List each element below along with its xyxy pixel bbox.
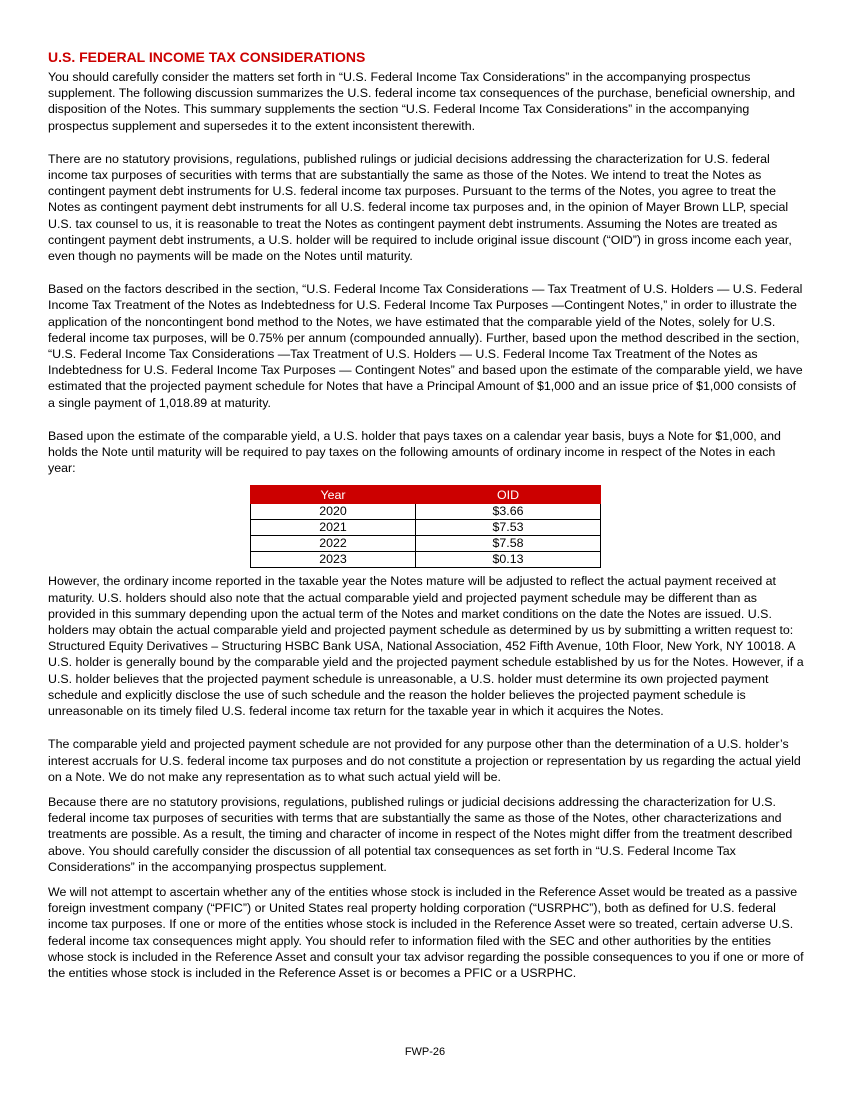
paragraph-intro: You should carefully consider the matters set forth in “U.S. Federal Income Tax Considerations” in the accompanying prospectus supplement. The following discussion summarizes the U.S. federal income tax consequences of the purchase, beneficial ownership, and disposition of the Notes. This summary supplements the section “U.S. Federal Income Tax Considerations” in the accompanying prospectus supplement and supersedes it to the extent inconsistent therewith.	[48, 70, 796, 133]
page-number: FWP-26	[404, 1046, 446, 1058]
section-heading: U.S. FEDERAL INCOME TAX CONSIDERATIONS	[48, 49, 366, 65]
oid-table-header-row	[251, 486, 601, 504]
table-cell-oid: $3.66	[416, 504, 601, 520]
table-cell-oid: $0.13	[416, 552, 601, 568]
document-page	[48, 48, 804, 981]
paragraph-characterization: There are no statutory provisions, regulations, published rulings or judicial decisions addressing the characterization for U.S. federal income tax purposes of securities with terms that are substantially the same as those of the Notes. We intend to treat the Notes as contingent payment debt instruments for U.S. federal income tax purposes. Pursuant to the terms of the Notes, you agree to treat the Notes as contingent payment debt instruments for all U.S. federal income tax purposes and, in the opinion of Mayer Brown LLP, special U.S. tax counsel to us, it is reasonable to treat the Notes as contingent payment debt instruments. Assuming the Notes are treated as contingent payment debt instruments, a U.S. holder will be required to include original issue discount (“OID”) in gross income each year, even though no payments will be made on the Notes until maturity.	[48, 151, 792, 264]
table-cell-year: 2022	[251, 536, 416, 552]
table-cell-year: 2023	[251, 552, 416, 568]
table-cell-oid: $7.53	[416, 520, 601, 536]
table-cell-year: 2021	[251, 520, 416, 536]
table-row	[251, 504, 601, 520]
oid-table-header-oid: OID	[416, 486, 601, 504]
paragraph-pfic: We will not attempt to ascertain whether any of the entities whose stock is included in the Reference Asset would be treated as a passive foreign investment company (“PFIC”) or United States real property holding corporation (“USRPHC”), both as defined for U.S. federal income tax purposes. If one or more of the entities whose stock is included in the Reference Asset were so treated, certain adverse U.S. federal income tax consequences might apply. You should refer to information filed with the SEC and other authorities by the entities whose stock is included in the Reference Asset and consult your tax advisor regarding the possible consequences to you if one or more of the entities whose stock is included in the Reference Asset is or becomes a PFIC or a USRPHC.	[48, 884, 804, 980]
table-cell-oid: $7.58	[416, 536, 601, 552]
paragraph-ordinary-income: Based upon the estimate of the comparable yield, a U.S. holder that pays taxes on a calendar year basis, buys a Note for $1,000, and holds the Note until maturity will be required to pay taxes on the following amounts of ordinary income in respect of the Notes in each year:	[48, 428, 781, 476]
oid-table-header-year: Year	[251, 486, 416, 504]
oid-table	[250, 485, 601, 568]
table-row	[251, 552, 601, 568]
paragraph-other-characterizations: Because there are no statutory provisions, regulations, published rulings or judicial decisions addressing the characterization for U.S. federal income tax purposes of securities with terms that are substantially the same as those of the Notes, other characterizations and treatments are possible. As a result, the timing and character of income in respect of the Notes might differ from the treatment described above. You should carefully consider the discussion of all potential tax consequences as set forth in “U.S. Federal Income Tax Considerations” in the accompanying prospectus supplement.	[48, 794, 793, 874]
table-row	[251, 536, 601, 552]
paragraph-comparable-yield: Based on the factors described in the section, “U.S. Federal Income Tax Considerations — Tax Treatment of U.S. Holders — U.S. Federal Income Tax Treatment of the Notes as Indebtedness for U.S. Federal Income Tax Purposes —Contingent Notes,” in order to illustrate the application of the noncontingent bond method to the Notes, we have estimated that the comparable yield of the Notes, solely for U.S. federal income tax purposes, will be 0.75% per annum (compounded annually). Further, based upon the method described in the section, “U.S. Federal Income Tax Considerations —Tax Treatment of U.S. Holders — U.S. Federal Income Tax Treatment of the Notes as Indebtedness for U.S. Federal Income Tax Purposes — Contingent Notes” and based upon the estimate of the comparable yield, we have estimated that the projected payment schedule for Notes that have a Principal Amount of $1,000 and an issue price of $1,000 consists of a single payment of 1,018.89 at maturity.	[48, 282, 803, 410]
paragraph-adjustment: However, the ordinary income reported in the taxable year the Notes mature will be adjusted to reflect the actual payment received at maturity. U.S. holders should also note that the actual comparable yield and projected payment schedule may be different than as provided in this summary depending upon the actual term of the Notes and market conditions on the date the Notes are issued. U.S. holders may obtain the actual comparable yield and projected payment schedule as determined by us by submitting a written request to: Structured Equity Derivatives – Structuring HSBC Bank USA, National Association, 452 Fifth Avenue, 10th Floor, New York, NY 10018. A U.S. holder is generally bound by the comparable yield and the projected payment schedule established by us for the Notes. However, if a U.S. holder believes that the projected payment schedule is unreasonable, a U.S. holder must determine its own projected payment schedule and explicitly disclose the use of such schedule and the reason the holder believes the projected payment schedule is unreasonable on its timely filed U.S. federal income tax return for the taxable year in which it acquires the Notes.	[48, 574, 804, 719]
paragraph-purpose: The comparable yield and projected payment schedule are not provided for any purpose other than the determination of a U.S. holder’s interest accruals for U.S. federal income tax purposes and do not constitute a projection or representation by us regarding the actual yield on a Note. We do not make any representation as to what such actual yield will be.	[48, 737, 801, 784]
table-cell-year: 2020	[251, 504, 416, 520]
table-row	[251, 520, 601, 536]
